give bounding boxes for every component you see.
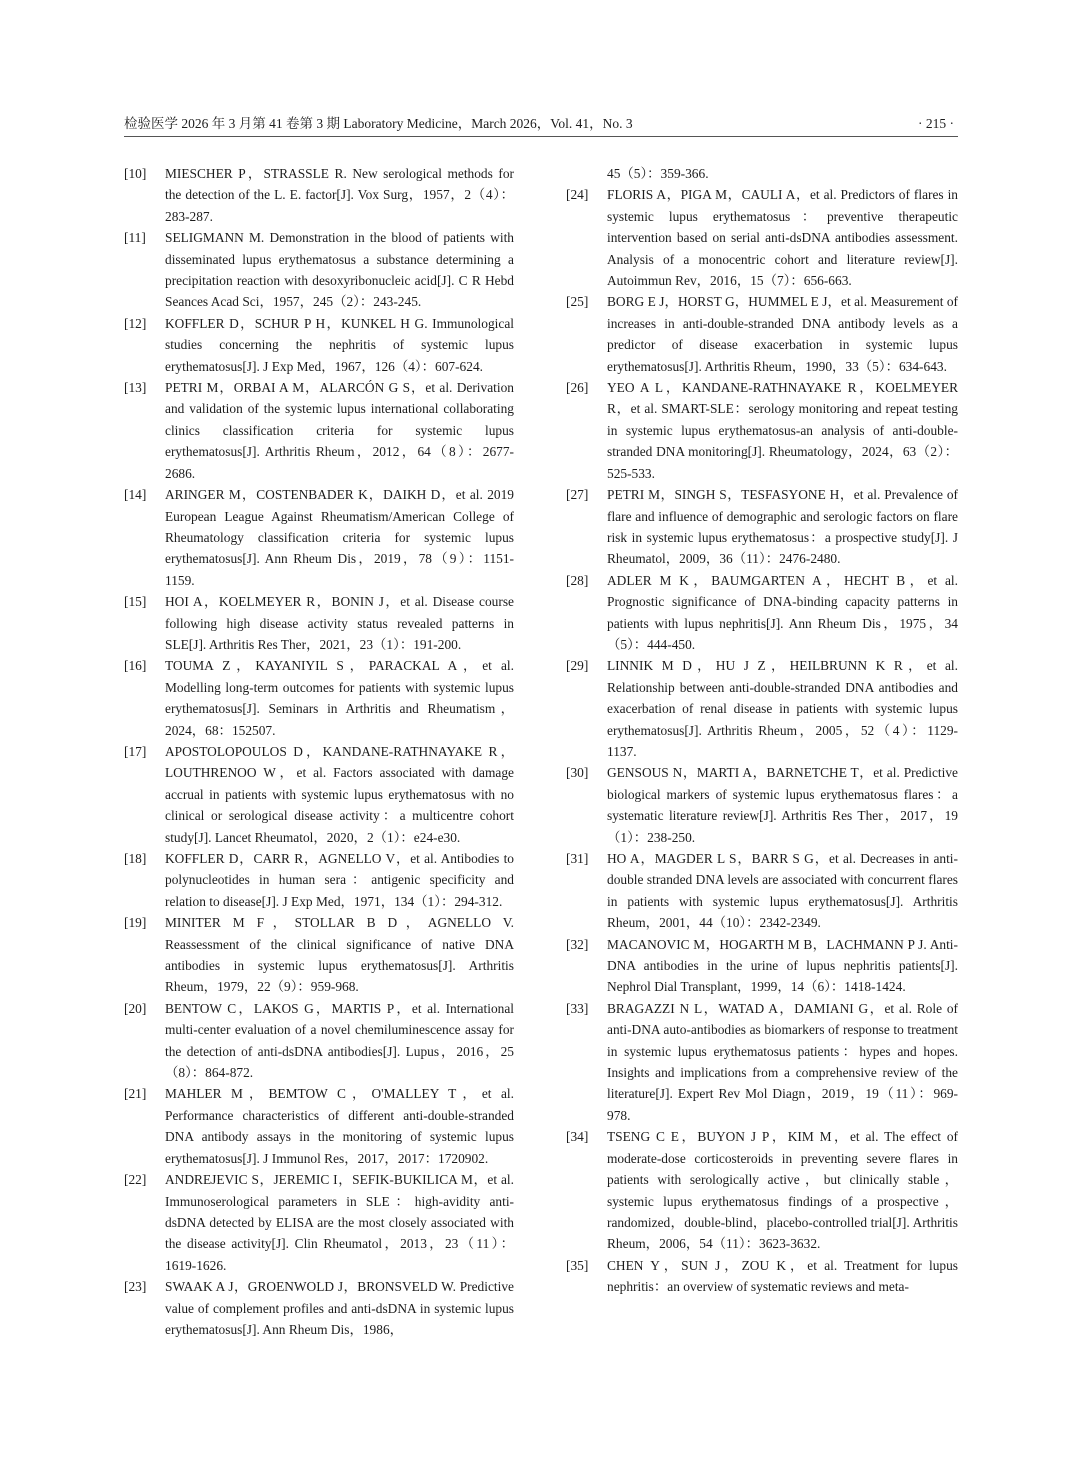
reference-continuation: 45（5）：359-366. (607, 166, 709, 181)
reference-text: MACANOVIC M，HOGARTH M B，LACHMANN P J. Anti-DNA antibodies in the urine of lupus nephritis patients[J]. Nephrol Dial Transplant，1999，14（6）：1418-1424. (607, 936, 958, 995)
reference-text: MIESCHER P，STRASSLE R. New serological methods for the detection of the L. E. factor[J]. Vox Surg，1957，2（4）：283-287. (165, 166, 514, 224)
reference-text: ANDREJEVIC S，JEREMIC I，SEFIK-BUKILICA M，et al. Immunoserological parameters in SLE：high-avidity anti-dsDNA detected by ELISA are the most closely associated with the disease activity[J]. Clin Rheumatol，2013，23（11）：1619-1626. (165, 1172, 514, 1273)
reference-item (566, 184, 958, 291)
reference-text: SELIGMANN M. Demonstration in the blood of patients with disseminated lupus erythematosus a substance determining a precipitation reaction with desoxyribonucleic acid[J]. C R Hebd Seances Acad Sci，1957，245（2）：243-245. (165, 230, 514, 310)
reference-number: [24] (566, 187, 589, 203)
reference-number: [34] (566, 1129, 589, 1145)
reference-item (124, 591, 514, 655)
reference-number: [11] (124, 230, 146, 246)
reference-text: TOUMA Z，KAYANIYIL S，PARACKAL A，et al. Modelling long-term outcomes for patients with systemic lupus erythematosus[J]. Seminars in Arthritis and Rheumatism，2024，68：152507. (165, 658, 514, 738)
reference-item (566, 762, 958, 848)
reference-item (566, 998, 958, 1126)
reference-item (124, 998, 514, 1084)
reference-item (124, 377, 514, 484)
reference-number: [28] (566, 572, 589, 588)
reference-item (566, 291, 958, 377)
reference-number: [25] (566, 294, 589, 310)
reference-item (566, 377, 958, 484)
reference-item (566, 934, 958, 998)
reference-item (124, 1169, 514, 1276)
page-number: · 215 · (918, 116, 954, 131)
reference-text: BENTOW C，LAKOS G，MARTIS P，et al. International multi-center evaluation of a novel chemiluminescence assay for the detection of anti-dsDNA antibodies[J]. Lupus，2016，25（8）：864-872. (165, 1000, 514, 1081)
reference-text: HOI A，KOELMEYER R，BONIN J，et al. Disease course following high disease activity status revealed patterns in SLE[J]. Arthritis Res Ther，2021，23（1）：191-200. (165, 594, 514, 652)
reference-number: [23] (124, 1279, 147, 1295)
reference-number: [10] (124, 166, 147, 181)
reference-item (124, 163, 514, 227)
reference-item (566, 570, 958, 656)
reference-text: KOFFLER D，SCHUR P H，KUNKEL H G. Immunological studies concerning the nephritis of systemic lupus erythematosus[J]. J Exp Med，1967，126（4）：607-624. (165, 315, 514, 374)
reference-item (124, 1083, 514, 1169)
reference-number: [35] (566, 1257, 589, 1273)
reference-item (566, 484, 958, 570)
reference-item (124, 912, 514, 998)
reference-number: [32] (566, 936, 589, 952)
reference-item (124, 848, 514, 912)
reference-text: SWAAK A J，GROENWOLD J，BRONSVELD W. Predictive value of complement profiles and anti-dsDNA in systemic lupus erythematosus[J]. Ann Rheum Dis，1986， (165, 1279, 514, 1337)
reference-item (566, 655, 958, 762)
reference-text: ADLER M K，BAUMGARTEN A，HECHT B，et al. Prognostic significance of DNA-binding capacity patterns in patients with lupus nephritis[J]. Ann Rheum Dis，1975，34（5）：444-450. (607, 572, 958, 652)
reference-number: [21] (124, 1086, 147, 1102)
running-header (124, 114, 958, 137)
reference-item (124, 484, 514, 591)
reference-number: [13] (124, 380, 147, 396)
reference-item (124, 741, 514, 848)
reference-number: [33] (566, 1000, 589, 1016)
reference-item (124, 655, 514, 741)
reference-item (124, 313, 514, 377)
reference-text: TSENG C E，BUYON J P，KIM M，et al. The effect of moderate-dose corticosteroids in preventing severe flares in patients with serologically active，but clinically stable，systemic lupus erythematosus findings of a prospective，randomized，double-blind，placebo-controlled trial[J]. Arthritis Rheum，2006，54（11）：3623-3632. (607, 1129, 958, 1252)
reference-text: APOSTOLOPOULOS D，KANDANE-RATHNAYAKE R，LOUTHRENOO W，et al. Factors associated with damage accrual in patients with systemic lupus erythematosus with no clinical or serological disease activity：a multicentre cohort study[J]. Lancet Rheumatol，2020，2（1）：e24-e30. (165, 743, 514, 845)
reference-number: [16] (124, 658, 147, 674)
reference-text: FLORIS A，PIGA M，CAULI A，et al. Predictors of flares in systemic lupus erythematosus：preventive therapeutic intervention based on serial anti-dsDNA antibodies assessment. Analysis of a monocentric cohort and literature review[J]. Autoimmun Rev，2016，15（7）：656-663. (607, 187, 958, 289)
reference-number: [22] (124, 1172, 147, 1188)
reference-number: [31] (566, 851, 589, 866)
reference-number: [27] (566, 487, 589, 503)
journal-citation: 检验医学 2026 年 3 月第 41 卷第 3 期 Laboratory Medicine，March 2026，Vol. 41，No. 3 (124, 116, 633, 131)
reference-column-right (566, 163, 958, 1298)
reference-text: HO A，MAGDER L S，BARR S G，et al. Decreases in anti-double stranded DNA levels are associated with concurrent flares in patients with systemic lupus erythematosus[J]. Arthritis Rheum，2001，44（10）：2342-2349. (607, 851, 958, 931)
reference-text: CHEN Y，SUN J，ZOU K，et al. Treatment for lupus nephritis：an overview of systematic reviews and meta- (607, 1257, 958, 1295)
reference-item (124, 1276, 514, 1340)
reference-item (124, 227, 514, 313)
reference-number: [29] (566, 658, 589, 674)
reference-text: LINNIK M D，HU J Z，HEILBRUNN K R，et al. Relationship between anti-double-stranded DNA antibodies and exacerbation of renal disease in patients with systemic lupus erythematosus[J]. Arthritis Rheum，2005，52（4）：1129-1137. (607, 658, 958, 759)
reference-text: BRAGAZZI N L，WATAD A，DAMIANI G，et al. Role of anti-DNA auto-antibodies as biomarkers of response to treatment in systemic lupus erythematosus patients：hypes and hopes. Insights and implications from a comprehensive review of the literature[J]. Expert Rev Mol Diagn，2019，19（11）：969-978. (607, 1000, 958, 1123)
reference-number: [17] (124, 743, 147, 759)
reference-number: [12] (124, 315, 147, 331)
reference-text: MINITER M F，STOLLAR B D，AGNELLO V. Reassessment of the clinical significance of native DNA antibodies in systemic lupus erythematosus[J]. Arthritis Rheum，1979，22（9）：959-968. (165, 915, 514, 995)
reference-number: [30] (566, 765, 589, 781)
reference-text: MAHLER M，BEMTOW C，O'MALLEY T，et al. Performance characteristics of different anti-double-stranded DNA antibody assays in the monitoring of systemic lupus erythematosus[J]. J Immunol Res，2017，2017：1720902. (165, 1086, 514, 1166)
reference-number: [26] (566, 380, 589, 396)
reference-number: [18] (124, 851, 147, 866)
reference-text: BORG E J，HORST G，HUMMEL E J，et al. Measurement of increases in anti-double-stranded DNA antibody levels as a predictor of disease exacerbation in systemic lupus erythematosus[J]. Arthritis Rheum，1990，33（5）：634-643. (607, 294, 958, 374)
reference-text: GENSOUS N，MARTI A，BARNETCHE T，et al. Predictive biological markers of systemic lupus erythematosus flares：a systematic literature review[J]. Arthritis Res Ther，2017，19（1）：238-250. (607, 765, 958, 845)
reference-number: [14] (124, 487, 147, 503)
reference-number: [15] (124, 594, 147, 610)
reference-number: [20] (124, 1000, 147, 1016)
reference-text: PETRI M，ORBAI A M，ALARCÓN G S，et al. Derivation and validation of the systemic lupus international collaborating clinics classification criteria for systemic lupus erythematosus[J]. Arthritis Rheum，2012，64（8）：2677-2686. (165, 380, 514, 481)
reference-text: PETRI M，SINGH S，TESFASYONE H，et al. Prevalence of flare and influence of demographic and serologic factors on flare risk in systemic lupus erythematosus：a prospective study[J]. J Rheumatol，2009，36（11）：2476-2480. (607, 487, 958, 567)
reference-text: ARINGER M，COSTENBADER K，DAIKH D，et al. 2019 European League Against Rheumatism/American College of Rheumatology classification criteria for systemic lupus erythematosus[J]. Ann Rheum Dis，2019，78（9）：1151-1159. (165, 487, 514, 588)
reference-item (566, 1126, 958, 1254)
reference-column-left (124, 163, 514, 1340)
reference-text: YEO A L，KANDANE-RATHNAYAKE R，KOELMEYER R，et al. SMART-SLE：serology monitoring and repeat testing in systemic lupus erythematosus-an analysis of anti-double-stranded DNA monitoring[J]. Rheumatology，2024，63（2）：525-533. (607, 380, 958, 481)
reference-text: KOFFLER D，CARR R，AGNELLO V，et al. Antibodies to polynucleotides in human sera：antigenic specificity and relation to disease[J]. J Exp Med，1971，134（1）：294-312. (165, 851, 514, 909)
reference-item (566, 1255, 958, 1298)
reference-item (566, 848, 958, 934)
reference-number: [19] (124, 915, 147, 931)
